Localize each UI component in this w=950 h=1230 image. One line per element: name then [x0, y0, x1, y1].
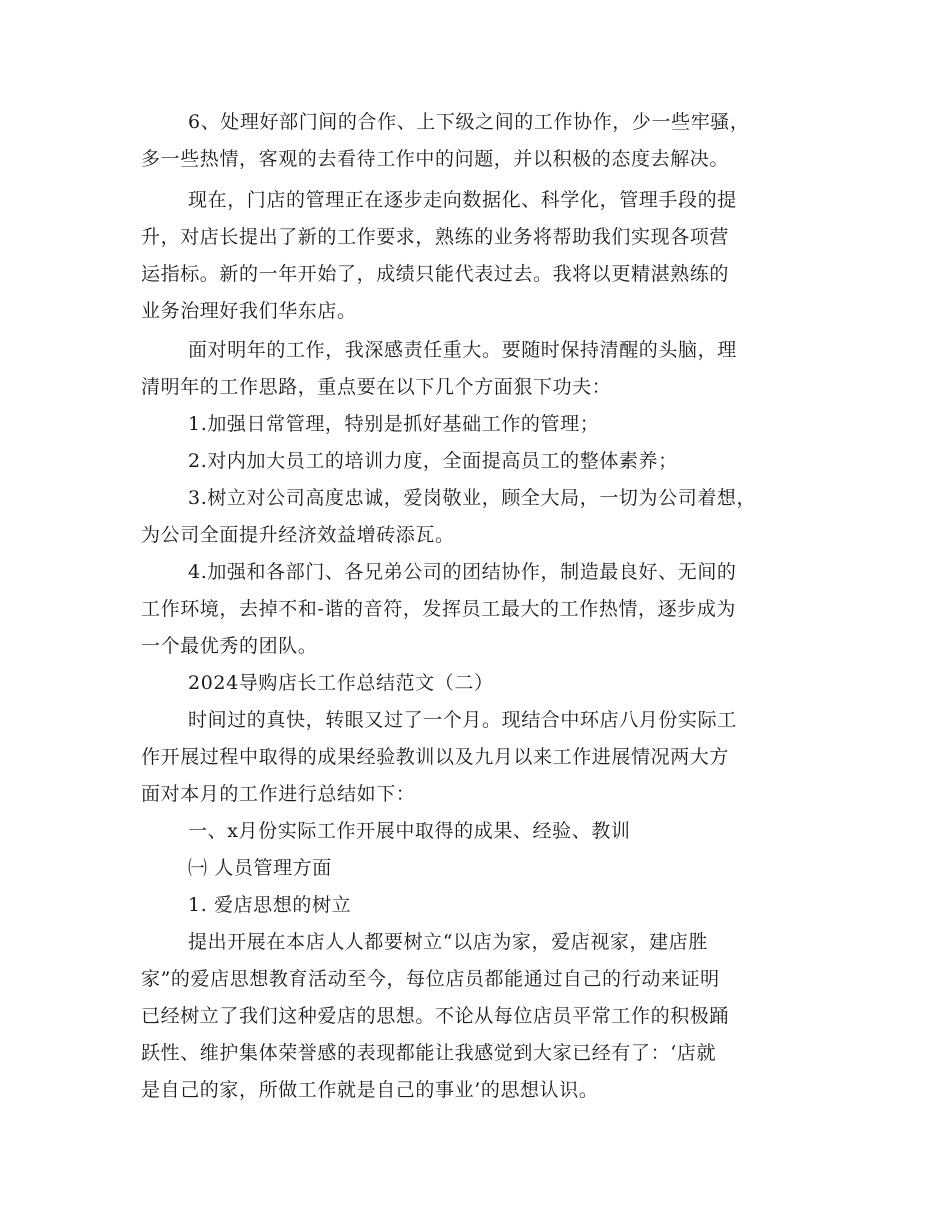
text-line: 是自己的家，所做工作就是自己的事业’的思想认识。 — [141, 1079, 599, 1101]
text-line: 一个最优秀的团队。 — [141, 635, 318, 657]
text-line: 业务治理好我们华东店。 — [141, 300, 357, 322]
subheading: 1. 爱店思想的树立 — [188, 894, 352, 916]
subheading: 一、x月份实际工作开展中取得的成果、经验、教训 — [188, 820, 631, 842]
text-line: 跃性、维护集体荣誉感的表现都能让我感觉到大家已经有了：‘店就 — [141, 1042, 717, 1064]
text-line: 已经树立了我们这种爱店的思想。不论从每位店员平常工作的积极踊 — [141, 1005, 730, 1027]
text-line: 作开展过程中取得的成果经验教训以及九月以来工作进展情况两大方 — [141, 746, 730, 768]
text-line: 多一些热情，客观的去看待工作中的问题，并以积极的态度去解决。 — [141, 148, 730, 170]
text-line: 运指标。新的一年开始了，成绩只能代表过去。我将以更精湛熟练的 — [141, 263, 730, 285]
text-line: 清明年的工作思路，重点要在以下几个方面狠下功夫： — [141, 376, 612, 398]
text-line: 3.树立对公司高度忠诚，爱岗敬业，顾全大局，一切为公司着想， — [188, 487, 757, 509]
text-line: 6、处理好部门间的合作、上下级之间的工作协作，少一些牢骚， — [188, 111, 750, 133]
text-line: 4.加强和各部门、各兄弟公司的团结协作，制造最良好、无间的 — [188, 561, 737, 583]
text-line: 2.对内加大员工的培训力度，全面提高员工的整体素养； — [188, 450, 678, 472]
text-line: 升，对店长提出了新的工作要求，熟练的业务将帮助我们实现各项营 — [141, 226, 730, 248]
text-line: 时间过的真快，转眼又过了一个月。现结合中环店八月份实际工 — [188, 709, 737, 731]
section-heading: 2024导购店长工作总结范文（二） — [188, 672, 494, 694]
text-line: 现在，门店的管理正在逐步走向数据化、科学化，管理手段的提 — [188, 189, 737, 211]
text-line: 面对本月的工作进行总结如下： — [141, 783, 416, 805]
text-line: 面对明年的工作，我深感责任重大。要随时保持清醒的头脑，理 — [188, 339, 737, 361]
text-line: 工作环境，去掉不和-谐的音符，发挥员工最大的工作热情，逐步成为 — [141, 598, 737, 620]
subheading: ㈠ 人员管理方面 — [188, 857, 332, 879]
text-line: 为公司全面提升经济效益增砖添瓦。 — [141, 524, 455, 546]
text-line: 1.加强日常管理，特别是抓好基础工作的管理； — [188, 413, 600, 435]
text-line: 提出开展在本店人人都要树立“以店为家，爱店视家，建店胜 — [188, 931, 708, 953]
text-line: 家”的爱店思想教育活动至今，每位店员都能通过自己的行动来证明 — [141, 968, 720, 990]
